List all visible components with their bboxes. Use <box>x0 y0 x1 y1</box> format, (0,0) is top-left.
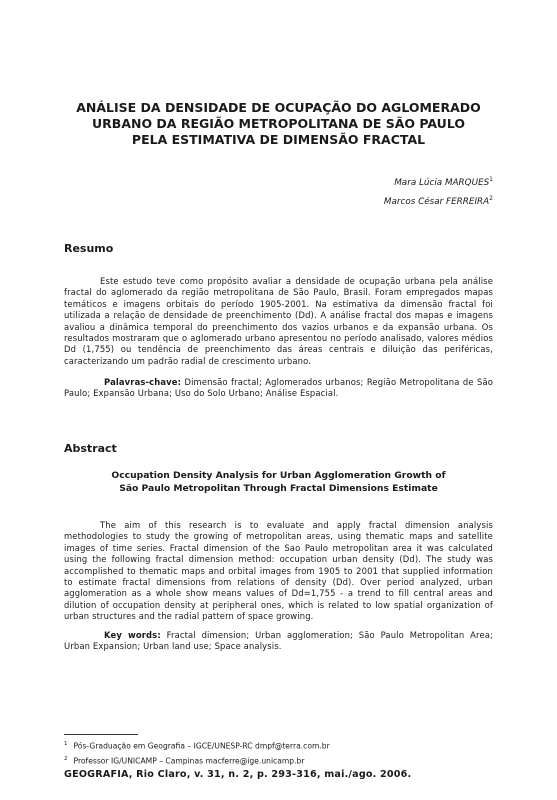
footnote <box>64 753 493 768</box>
abstract-keywords <box>64 630 493 653</box>
footnote-text: Pós-Graduação em Geografia – IGCE/UNESP-RC dmpf@terra.com.br <box>73 741 330 751</box>
author-footnote-mark: 1 <box>489 176 493 183</box>
title-line: ANÁLISE DA DENSIDADE DE OCUPAÇÃO DO AGLOMERADO <box>76 100 481 115</box>
author-name: Marcos César FERREIRA <box>383 196 490 207</box>
abstract-heading: Abstract <box>64 442 117 455</box>
footnote-divider <box>64 734 138 735</box>
abstract-title <box>64 470 493 495</box>
resumo-heading: Resumo <box>64 242 114 255</box>
paper-title <box>64 100 493 148</box>
author <box>384 172 493 191</box>
title-line: URBANO DA REGIÃO METROPOLITANA DE SÃO PAULO <box>92 116 465 131</box>
resumo-body: Este estudo teve como propósito avaliar a densidade de ocupação urbana pela análise fractal do aglomerado da região metropolitana de São Paulo, Brasil. Foram empregados mapas temáticos e imagens orbitais do período 1905-2001. Na estimativa da dimensão fractal foi utilizada a relação de densidade de preenchimento (Dd). A análise fractal dos mapas e imagens avaliou a dinâmica temporal do preenchimento dos vazios urbanos e da expansão urbana. Os resultados mostraram que o aglomerado urbano apresentou no período analisado, valores médios Dd (1,755) ou tendência de preenchimento das áreas centrais e diluição das periféricas, caracterizando um padrão radial de crescimento urbano. <box>64 276 493 366</box>
resumo-keywords <box>64 377 493 400</box>
footnote <box>64 738 493 753</box>
abstract-title-line: Occupation Density Analysis for Urban Agglomeration Growth of <box>111 470 446 481</box>
author-name: Mara Lúcia MARQUES <box>394 177 490 188</box>
footnotes <box>64 738 493 767</box>
author <box>384 191 493 210</box>
author-footnote-mark: 2 <box>489 194 493 202</box>
title-line: PELA ESTIMATIVA DE DIMENSÃO FRACTAL <box>131 132 426 147</box>
keywords-label: Key words: <box>104 630 161 640</box>
abstract-body: The aim of this research is to evaluate and apply fractal dimension analysis methodologies to study the growing of metropolitan areas, using thematic maps and satellite images of time series. Fractal dimension of the Sao Paulo metropolitan area it was calculated using the following fractal dimension method: occupation urban density (Dd). The study was accomplished to thematic maps and orbital images from 1905 to 2001 that supplied information to estimate fractal dimensions from relations of density (Dd). Over period analyzed, urban agglomeration as a whole show means values of Dd=1,755 - a trend to fill central areas and dilution of occupation density at peripheral ones, which is related to low spatial organization of urban structures and the radial pattern of space growing. <box>64 520 493 622</box>
author-list <box>384 172 493 210</box>
footnote-text: Professor IG/UNICAMP – Campinas macferre@ige.unicamp.br <box>73 756 305 766</box>
abstract-title-line: São Paulo Metropolitan Through Fractal Dimensions Estimate <box>119 482 438 494</box>
footnote-mark: 2 <box>64 755 68 762</box>
footnote-mark: 1 <box>64 741 68 747</box>
keywords-text: Dimensão fractal; Aglomerados urbanos; Região Metropolitana de São Paulo; Expansão Urbana; Uso do Solo Urbano; Análise Espacial. <box>64 377 494 399</box>
keywords-text: Fractal dimension; Urban agglomeration; São Paulo Metropolitan Area; Urban Expansion; Urban land use; Space analysis. <box>64 630 494 652</box>
journal-citation: GEOGRAFIA, Rio Claro, v. 31, n. 2, p. 293-316, mai./ago. 2006. <box>64 769 412 780</box>
keywords-label: Palavras-chave: <box>104 377 182 387</box>
